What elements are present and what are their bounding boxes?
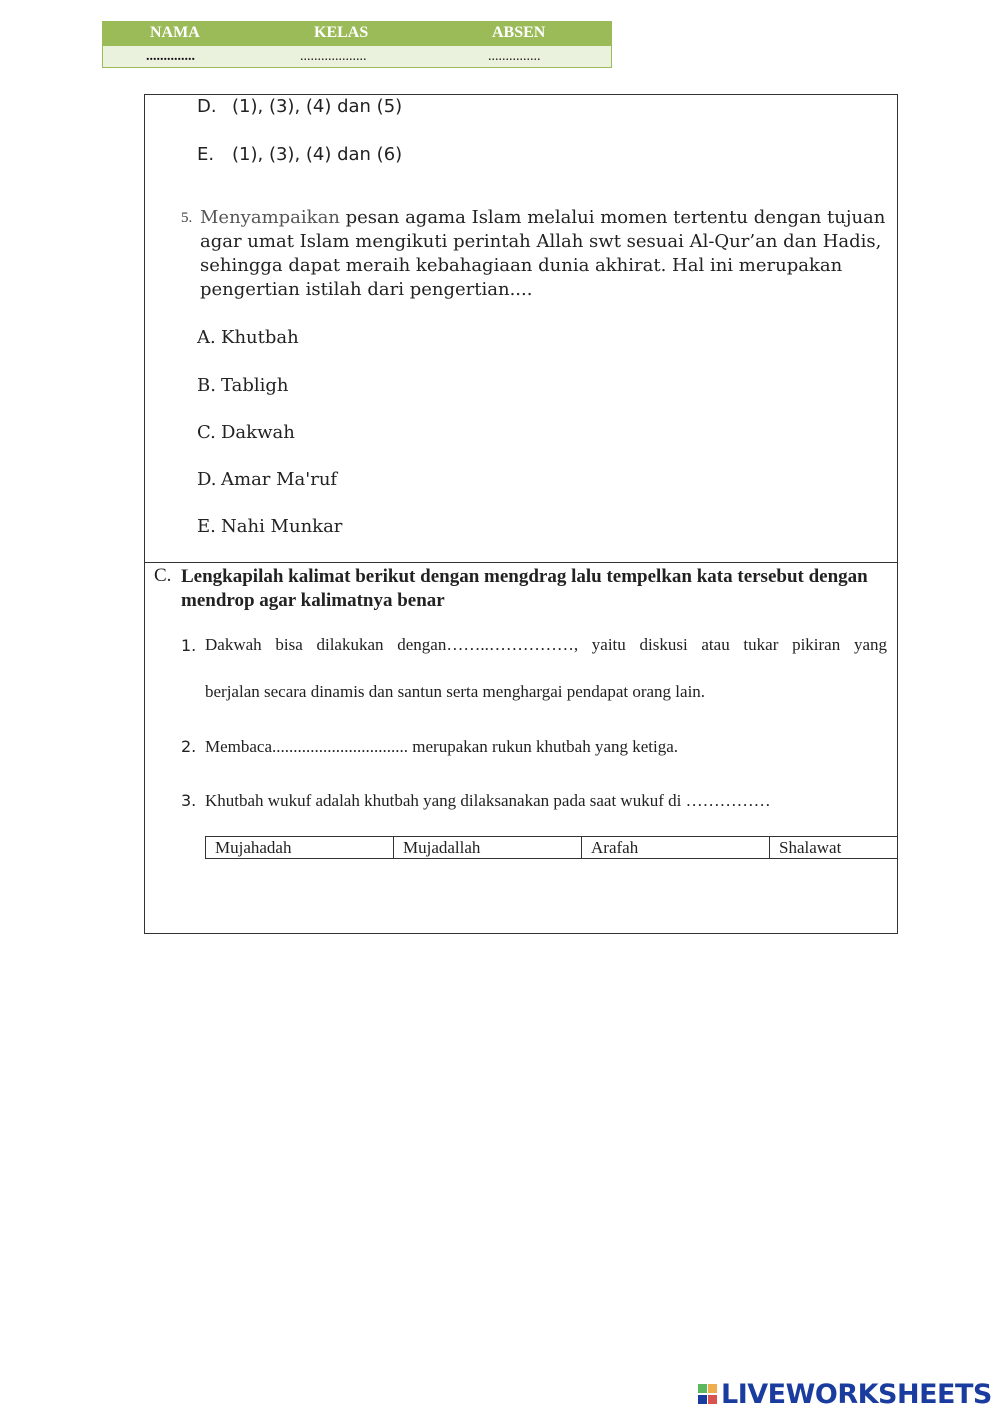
liveworksheets-logo bbox=[698, 1378, 992, 1410]
option-d-prev bbox=[197, 96, 402, 117]
absen-header: ABSEN bbox=[492, 24, 546, 41]
item-1-line-2: berjalan secara dinamis dan santun serta menghargai pendapat orang lain. bbox=[205, 682, 706, 701]
option-b[interactable] bbox=[197, 375, 289, 396]
option-letter: A. bbox=[197, 327, 216, 348]
question-number: 5. bbox=[181, 210, 193, 226]
nama-field[interactable]: .............. bbox=[146, 49, 195, 64]
option-letter: C. bbox=[197, 422, 216, 443]
question-body: pesan agama Islam melalui momen tertentu dengan tujuan agar umat Islam mengikuti perintah Allah swt sesuai Al-Qur’an dan Hadis, sehingga dapat meraih kebahagiaan dunia akhirat. Hal ini merupakan pengertian istilah dari pengertian.... bbox=[200, 207, 886, 300]
word-arafah[interactable]: Arafah bbox=[581, 837, 769, 858]
student-info-table bbox=[102, 21, 612, 68]
option-letter: B. bbox=[197, 375, 216, 396]
nama-header: NAMA bbox=[150, 24, 200, 41]
section-c-instruction: Lengkapilah kalimat berikut dengan mengdrag lalu tempelkan kata tersebut dengan mendrop agar kalimatnya benar bbox=[181, 566, 868, 611]
question-first-word: Menyampaikan bbox=[200, 207, 340, 228]
section-c-letter: C. bbox=[154, 565, 172, 586]
option-letter: D. bbox=[197, 469, 217, 490]
liveworksheets-logo-text: LIVEWORKSHEETS bbox=[721, 1378, 992, 1410]
option-letter: D. bbox=[197, 96, 217, 117]
item-3-line: Khutbah wukuf adalah khutbah yang dilaksanakan pada saat wukuf di …………… bbox=[205, 791, 771, 810]
word-bank bbox=[205, 836, 898, 859]
question-5-text bbox=[200, 206, 892, 302]
item-number: 2. bbox=[181, 737, 197, 756]
liveworksheets-logo-icon bbox=[698, 1380, 718, 1408]
item-number: 3. bbox=[181, 791, 197, 810]
option-text: Nahi Munkar bbox=[221, 516, 343, 537]
option-e-prev bbox=[197, 144, 402, 165]
option-e[interactable] bbox=[197, 516, 342, 537]
kelas-field[interactable]: ................... bbox=[300, 49, 367, 64]
option-letter: E. bbox=[197, 144, 215, 165]
option-text: Khutbah bbox=[221, 327, 299, 348]
word-mujadallah[interactable]: Mujadallah bbox=[393, 837, 581, 858]
option-a[interactable] bbox=[197, 327, 299, 348]
option-letter: E. bbox=[197, 516, 216, 537]
option-text: (1), (3), (4) dan (5) bbox=[232, 96, 403, 117]
option-text: Amar Ma'ruf bbox=[221, 469, 338, 490]
item-number: 1. bbox=[181, 636, 197, 655]
item-1-line-1: Dakwah bisa dilakukan dengan……..……………, yaitu diskusi atau tukar pikiran yang bbox=[205, 635, 887, 654]
option-text: Tabligh bbox=[221, 375, 289, 396]
word-mujahadah[interactable]: Mujahadah bbox=[215, 838, 292, 857]
option-d[interactable] bbox=[197, 469, 337, 490]
item-2-line: Membaca................................ merupakan rukun khutbah yang ketiga. bbox=[205, 737, 679, 756]
absen-field[interactable]: ............... bbox=[488, 49, 541, 64]
option-text: (1), (3), (4) dan (6) bbox=[232, 144, 403, 165]
section-divider bbox=[144, 562, 898, 563]
option-c[interactable] bbox=[197, 422, 295, 443]
kelas-header: KELAS bbox=[314, 24, 369, 41]
option-text: Dakwah bbox=[221, 422, 295, 443]
word-shalawat[interactable]: Shalawat bbox=[769, 837, 897, 858]
